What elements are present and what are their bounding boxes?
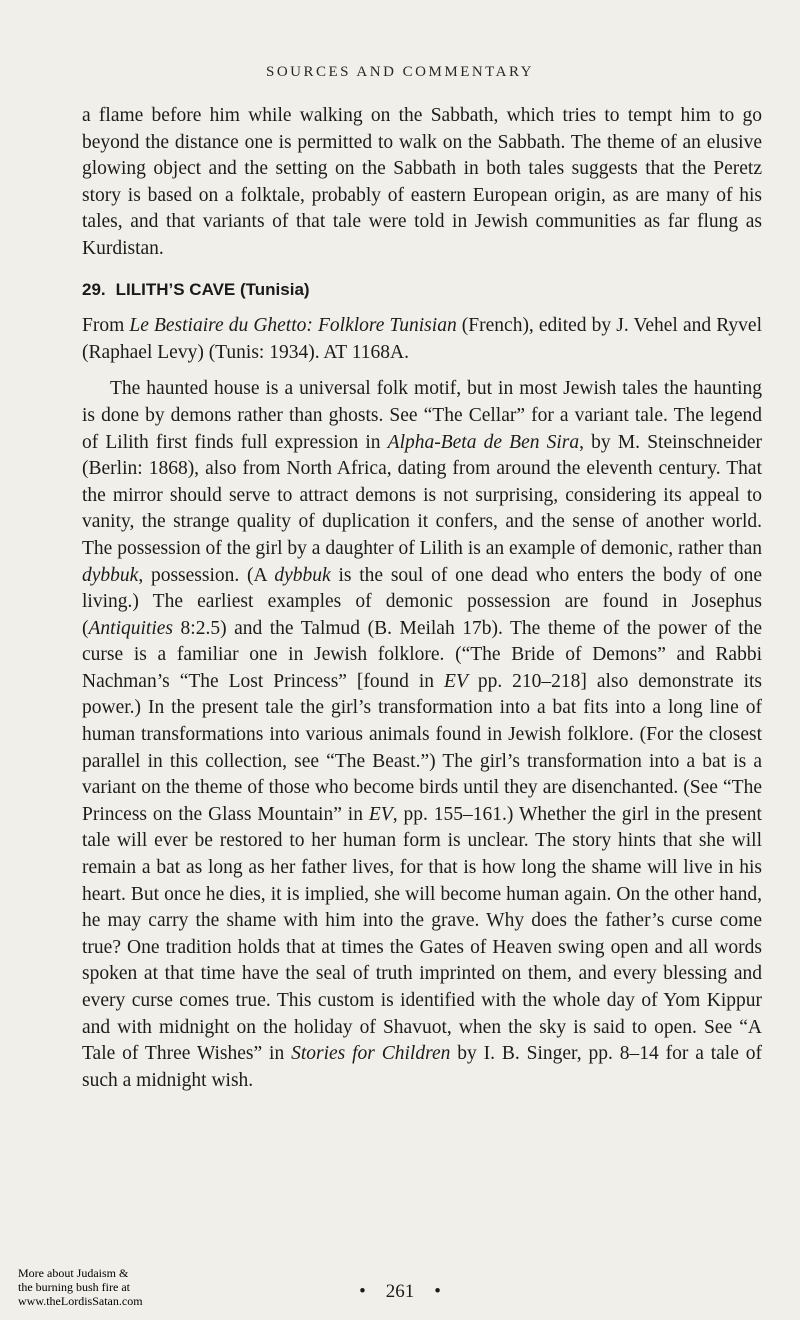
watermark bbox=[18, 1266, 143, 1308]
section-number: 29. bbox=[82, 279, 106, 299]
italic-abbrev: EV bbox=[444, 670, 468, 692]
watermark-line: More about Judaism & bbox=[18, 1266, 129, 1280]
italic-title: Stories for Children bbox=[291, 1043, 451, 1065]
bullet: • bbox=[359, 1281, 366, 1302]
source-citation: From Le Bestiaire du Ghetto: Folklore Tunisian (French), edited by J. Vehel and Ryvel (Raphael Levy) (Tunis: 1934). AT 1168A. bbox=[82, 315, 762, 363]
italic-title: Alpha-Beta de Ben Sira bbox=[387, 431, 580, 453]
italic-term: dybbuk bbox=[82, 564, 139, 586]
commentary-paragraph: The haunted house is a universal folk motif, but in most Jewish tales the haunting is done by demons rather than ghosts. See “The Cellar” for a variant tale. The legend of Lilith first finds full expression in Alpha-Beta de Ben Sira, by M. Steinschneider (Berlin: 1868), also from North Africa, dating from around the eleventh century. That the mirror should serve to attract demons is not surprising, considering its appeal to vanity, the strange quality of duplication it confers, and the sense of another world. The possession of the girl by a daughter of Lilith is an example of demonic, rather than dybbuk, possession. (A dybbuk is the soul of one dead who enters the body of one living.) The earliest examples of demonic possession are found in Josephus (Antiquities 8:2.5) and the Talmud (B. Meilah 17b). The theme of the power of the curse is a familiar one in Jewish folklore. (“The Bride of Demons” and Rabbi Nachman’s “The Lost Princess” [found in EV pp. 210–218] also demonstrate its power.) In the present tale the girl’s transformation into a bat fits into a long line of human transformations into various animals found in Jewish folklore. (For the closest parallel in this collection, see “The Beast.”) The girl’s transformation into a bat is a variant on the theme of those who become birds until they are disenchanted. (See “The Princess on the Glass Mountain” in EV, pp. 155–161.) Whether the girl in the present tale will ever be restored to her human form is unclear. The story hints that she will remain a bat as long as her father lives, for that is how long the shame will live in his heart. But once he dies, it is implied, she will become human again. On the other hand, he may carry the shame with him into the grave. Why does the father’s curse come true? One tradition holds that at times the Gates of Heaven swing open and all words spoken at that time have the seal of truth imprinted on them, and every blessing and every curse comes true. This custom is identified with the whole day of Yom Kippur and with midnight on the holiday of Shavuot, when the sky is said to open. See “A Tale of Three Wishes” in Stories for Children by I. B. Singer, pp. 8–14 for a tale of such a midnight wish. bbox=[82, 378, 762, 1091]
continuation-paragraph: a flame before him while walking on the Sabbath, which tries to tempt him to go beyond the distance one is permitted to walk on the Sabbath. The theme of an elusive glowing object and the setting on the Sabbath in both tales suggests that the Peretz story is based on a folktale, probably of eastern European origin, as are many of his tales, and that variants of that tale were told in Jewish communities as far flung as Kurdistan. bbox=[82, 105, 762, 259]
watermark-url: www.theLordisSatan.com bbox=[18, 1294, 143, 1308]
bullet: • bbox=[434, 1281, 441, 1302]
watermark-line: the burning bush fire at bbox=[18, 1280, 130, 1294]
italic-term: dybbuk bbox=[274, 564, 331, 586]
section-heading bbox=[82, 277, 762, 304]
section-title: LILITH’S CAVE (Tunisia) bbox=[115, 279, 310, 299]
body-text bbox=[82, 103, 762, 1094]
running-head: SOURCES AND COMMENTARY bbox=[265, 64, 534, 80]
italic-abbrev: EV bbox=[368, 803, 393, 825]
page-number: 261 bbox=[385, 1281, 415, 1302]
italic-title: Antiquities bbox=[88, 617, 173, 639]
source-book-title: Le Bestiaire du Ghetto: Folklore Tunisian bbox=[129, 315, 457, 337]
